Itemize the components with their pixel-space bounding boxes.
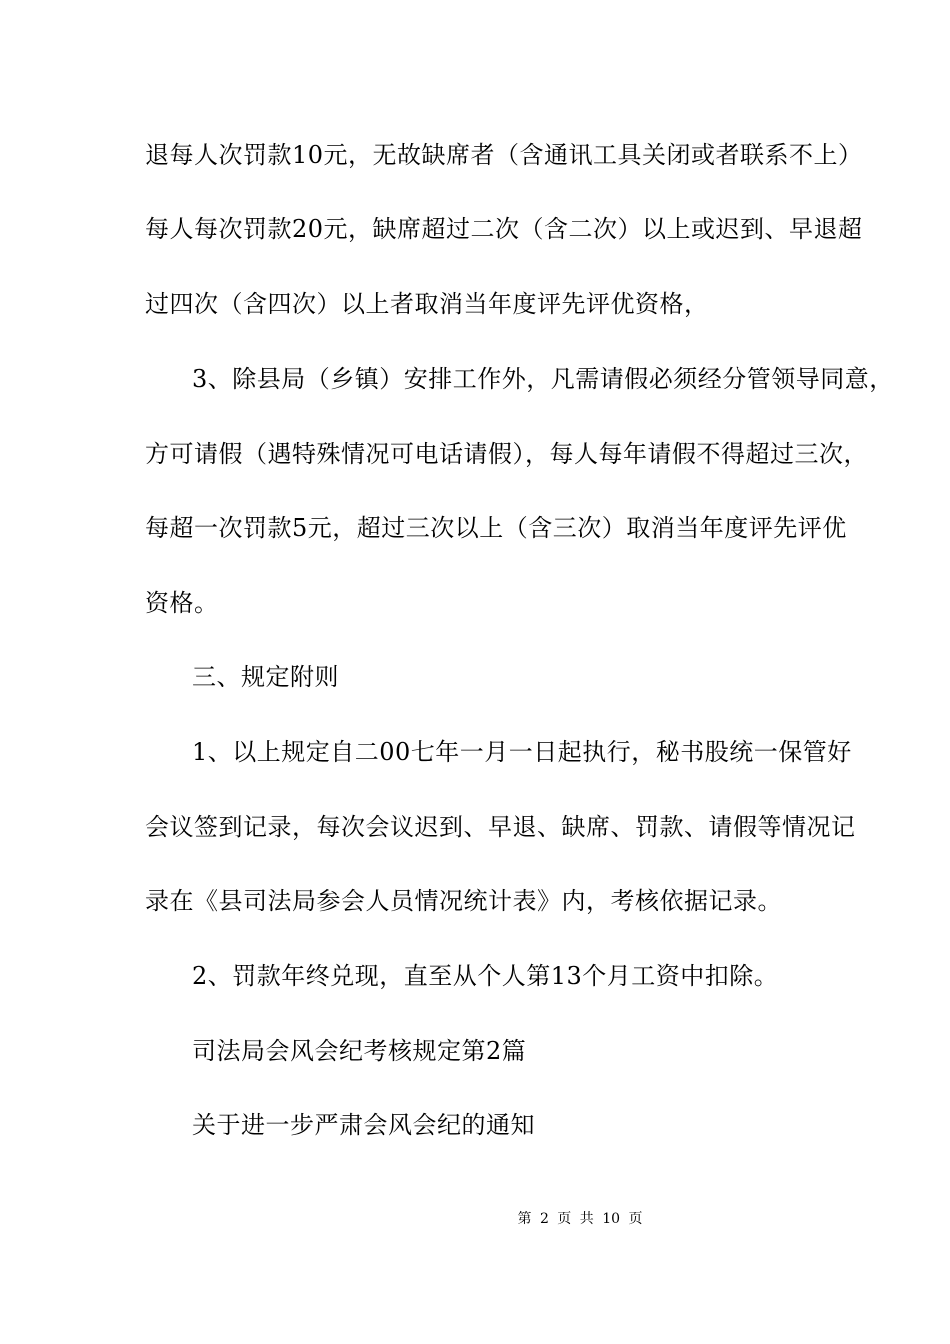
paragraph-line: 2、罚款年终兑现，直至从个人第13个月工资中扣除。 — [192, 962, 779, 990]
paragraph-line: 每人每次罚款20元，缺席超过二次（含二次）以上或迟到、早退超 — [145, 215, 863, 243]
section-heading: 三、规定附则 — [192, 663, 339, 691]
paragraph-line: 每超一次罚款5元，超过三次以上（含三次）取消当年度评先评优 — [145, 514, 847, 542]
page-number-footer: 第 2 页 共 10 页 — [517, 1211, 643, 1227]
article-title: 司法局会风会纪考核规定第2篇 — [192, 1037, 527, 1065]
paragraph-line: 1、以上规定自二00七年一月一日起执行，秘书股统一保管好 — [192, 738, 852, 766]
paragraph-line: 会议签到记录，每次会议迟到、早退、缺席、罚款、请假等情况记 — [145, 813, 856, 841]
paragraph-line: 录在《县司法局参会人员情况统计表》内，考核依据记录。 — [145, 887, 782, 915]
paragraph-line: 方可请假（遇特殊情况可电话请假），每人每年请假不得超过三次， — [145, 440, 868, 468]
paragraph-line: 退每人次罚款10元，无故缺席者（含通讯工具关闭或者联系不上） — [145, 141, 863, 169]
paragraph-line: 资格。 — [145, 589, 219, 617]
notice-title: 关于进一步严肃会风会纪的通知 — [192, 1111, 535, 1139]
paragraph-line: 3、除县局（乡镇）安排工作外，凡需请假必须经分管领导同意， — [192, 365, 894, 393]
paragraph-line: 过四次（含四次）以上者取消当年度评先评优资格， — [145, 290, 709, 318]
